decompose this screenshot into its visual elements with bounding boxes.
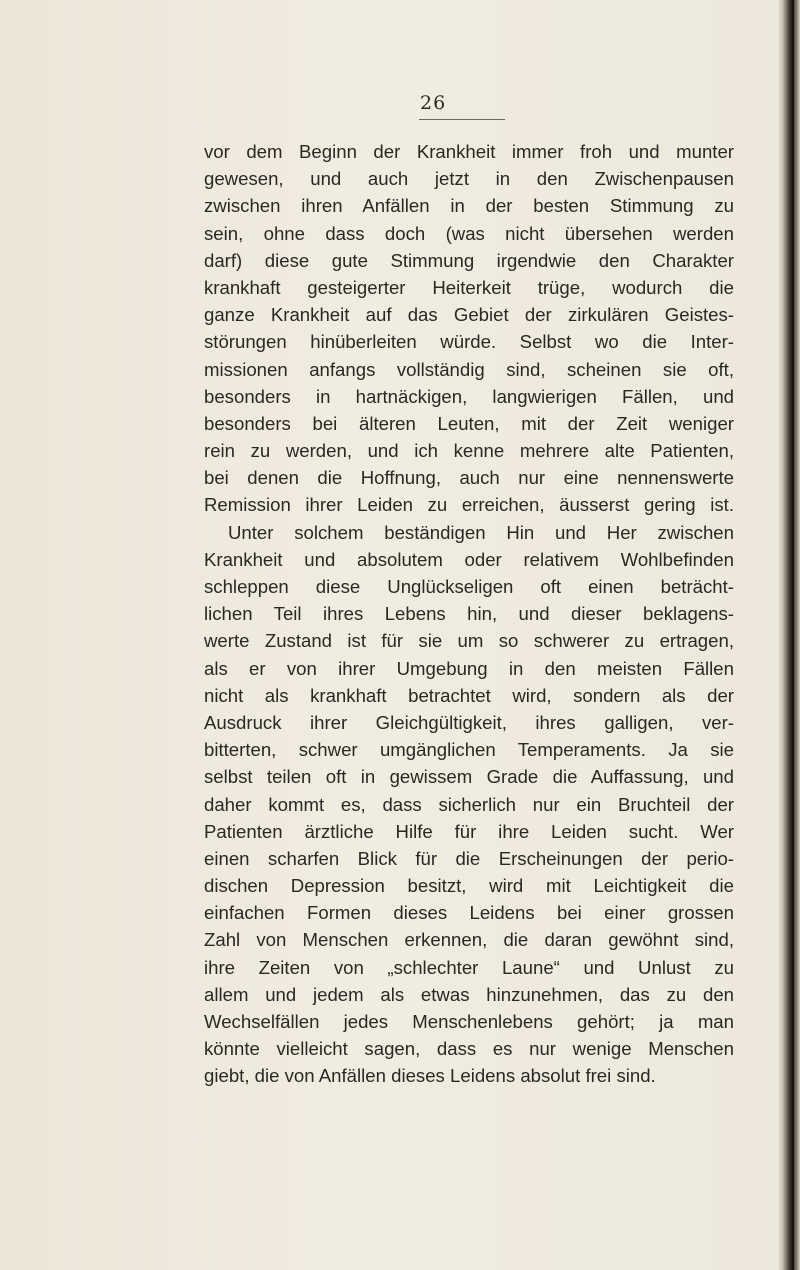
text-line: bei denen die Hoffnung, auch nur eine nennenswerte: [204, 467, 734, 489]
text-line: einen scharfen Blick für die Erscheinungen der perio-: [204, 847, 734, 869]
text-line: Zahl von Menschen erkennen, die daran gewöhnt sind,: [204, 929, 734, 951]
text-line: Krankheit und absolutem oder relativem Wohlbefinden: [204, 548, 734, 570]
text-line: giebt, die von Anfällen dieses Leidens absolut frei sind.: [204, 1065, 656, 1087]
text-line: lichen Teil ihres Lebens hin, und dieser beklagens-: [204, 603, 734, 625]
text-line: besonders bei älteren Leuten, mit der Zeit weniger: [204, 412, 734, 434]
text-line: allem und jedem als etwas hinzunehmen, das zu den: [204, 983, 734, 1005]
text-line: missionen anfangs vollständig sind, scheinen sie oft,: [204, 358, 734, 380]
text-line: als er von ihrer Umgebung in den meisten Fällen: [204, 657, 734, 679]
text-line: Ausdruck ihrer Gleichgültigkeit, ihres galligen, ver-: [204, 711, 734, 733]
text-line: krankhaft gesteigerter Heiterkeit trüge, wodurch die: [204, 276, 734, 298]
text-line: gewesen, und auch jetzt in den Zwischenpausen: [204, 168, 734, 190]
text-line: schleppen diese Unglückseligen oft einen beträcht-: [204, 576, 734, 597]
text-line: Patienten ärztliche Hilfe für ihre Leiden sucht. Wer: [204, 820, 734, 842]
text-line: besonders in hartnäckigen, langwierigen Fällen, und: [204, 385, 734, 407]
page-edge-line: [792, 0, 794, 1270]
text-line: bitterten, schwer umgänglichen Temperaments. Ja sie: [204, 739, 734, 761]
text-line: werte Zustand ist für sie um so schwerer zu ertragen,: [204, 630, 734, 652]
text-line: darf) diese gute Stimmung irgendwie den Charakter: [204, 249, 734, 271]
text-line: sein, ohne dass doch (was nicht übersehen werden: [204, 222, 734, 244]
body-text: [204, 138, 734, 1090]
paragraph-start-line: Unter solchem beständigen Hin und Her zwischen: [228, 521, 734, 543]
text-line: einfachen Formen dieses Leidens bei einer grossen: [204, 902, 734, 924]
page-number: 26: [420, 92, 447, 114]
text-line: Wechselfällen jedes Menschenlebens gehört; ja man: [204, 1011, 734, 1032]
text-line: selbst teilen oft in gewissem Grade die Auffassung, und: [204, 766, 734, 788]
text-line: nicht als krankhaft betrachtet wird, sondern als der: [204, 684, 734, 706]
text-line: zwischen ihren Anfällen in der besten Stimmung zu: [204, 195, 734, 217]
text-line: Remission ihrer Leiden zu erreichen, äusserst gering ist.: [204, 494, 734, 516]
page-edge-shadow: [778, 0, 800, 1270]
text-line: ganze Krankheit auf das Gebiet der zirkulären Geistes-: [204, 304, 734, 326]
text-line: vor dem Beginn der Krankheit immer froh und munter: [204, 141, 734, 162]
text-line: dischen Depression besitzt, wird mit Leichtigkeit die: [204, 875, 734, 897]
text-line: rein zu werden, und ich kenne mehrere alte Patienten,: [204, 440, 734, 462]
text-line: ihre Zeiten von „schlechter Laune“ und Unlust zu: [204, 956, 734, 978]
text-line: könnte vielleicht sagen, dass es nur wenige Menschen: [204, 1038, 734, 1060]
text-line: daher kommt es, dass sicherlich nur ein Bruchteil der: [204, 793, 734, 815]
page-number-rule: [419, 119, 505, 120]
text-line: störungen hinüberleiten würde. Selbst wo die Inter-: [204, 331, 734, 353]
